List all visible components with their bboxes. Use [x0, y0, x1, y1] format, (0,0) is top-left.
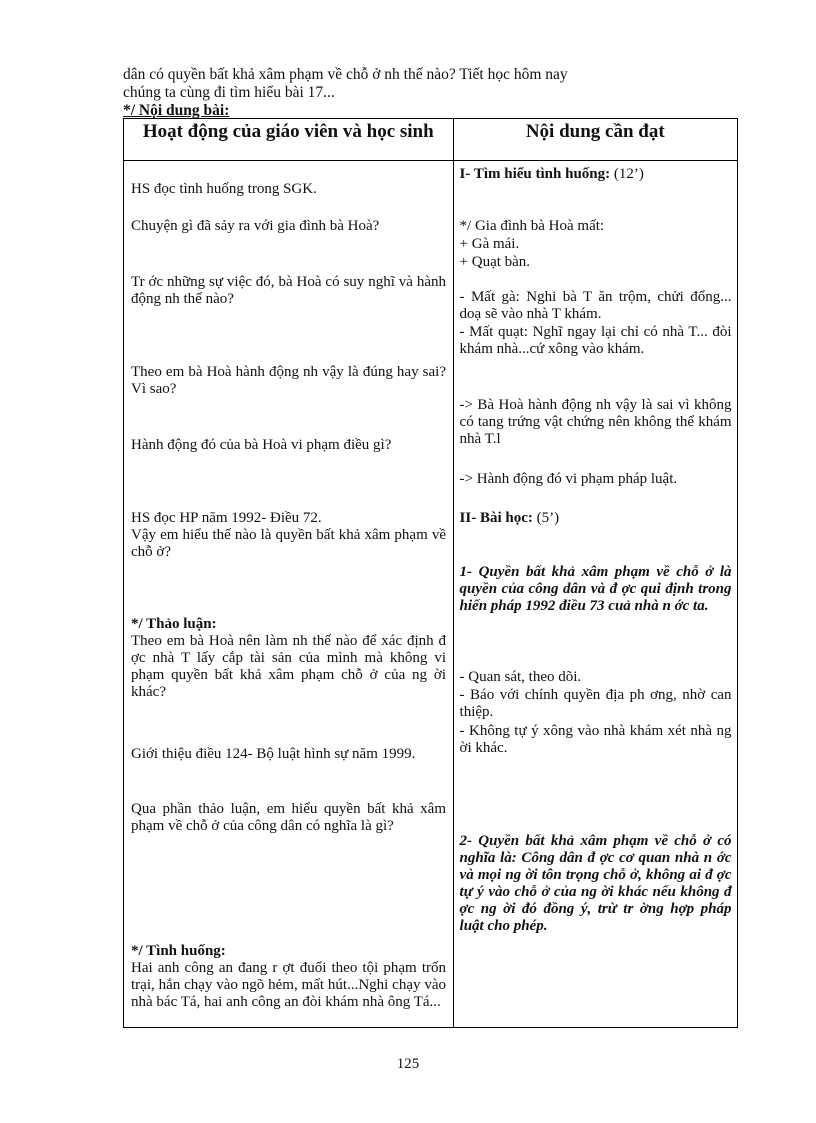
- discussion-text: Theo em bà Hoà nên làm nh thế nào để xác định đ ợc nhà T lấy cắp tài sản của mình mà không vi phạm quyền bất khả xâm phạm chỗ ở của ng ời khác?: [131, 633, 446, 700]
- discussion-title: */ Thảo luận:: [131, 616, 217, 632]
- right-lesson-point-1: 1- Quyền bất khả xâm phạm về chỗ ở là quyền của công dân và đ ợc qui định trong hiến pháp 1992 điều 73 cuả nhà n ớc ta.: [459, 564, 732, 614]
- right-item-hen: + Gà mái.: [459, 236, 520, 252]
- heading-lesson-time: (5’): [532, 510, 560, 526]
- left-block-question-reaction: Tr ớc những sự việc đó, bà Hoà có suy nghĩ và hành động nh thế nào?: [131, 274, 446, 307]
- left-block-discussion: [131, 616, 446, 701]
- right-lesson-point-2: 2- Quyền bất khả xâm phạm về chỗ ở có nghĩa là: Công dân đ ợc cơ quan nhà n ớc và mọi ng ời tôn trọng chỗ ở, không ai đ ợc tự ý vào chỗ ở của ng ời khác nếu không đ ợc ng ời đó đồng ý, trừ tr ờng hợp pháp luật cho phép.: [459, 833, 732, 934]
- right-conclusion-wrong: -> Bà Hoà hành động nh vậy là sai vì không có tang trứng vật chứng nên không thể khám nhà T.l: [459, 397, 732, 447]
- right-item-fan: + Quạt bàn.: [459, 254, 531, 270]
- right-lost-fan: - Mất quạt: Nghĩ ngay lại chỉ có nhà T... đòi khám nhà...cứ xông vào khám.: [459, 324, 732, 357]
- intro-paragraph: [123, 66, 743, 102]
- left-block-question-understanding: Vậy em hiểu thế nào là quyền bất khả xâm phạm về chỗ ở?: [131, 527, 446, 560]
- situation-title: */ Tình huống:: [131, 943, 226, 959]
- right-lost-hen: - Mất gà: Nghi bà T ăn trộm, chửi đổng... doạ sẽ vào nhà T khám.: [459, 289, 732, 322]
- header-teacher-student-activity: Hoạt động của giáo viên và học sinh: [124, 119, 454, 161]
- right-column-cell: [453, 161, 737, 1028]
- left-block-situation: [131, 943, 446, 1011]
- right-step-report: - Báo với chính quyền địa ph ơng, nhờ can thiệp.: [459, 687, 732, 720]
- header-content-to-achieve: Nội dung cần đạt: [453, 119, 737, 161]
- lesson-table: [123, 118, 738, 1028]
- intro-line-1: dân có quyền bất khả xâm phạm về chỗ ở nh thế nào? Tiết học hôm nay: [123, 66, 568, 83]
- situation-text: Hai anh công an đang r ợt đuổi theo tội phạm trốn trại, hắn chạy vào ngõ hẻm, mất hút...Nghi chạy vào nhà bác Tá, hai anh công an đòi khám nhà ông Tá...: [131, 960, 446, 1010]
- left-block-question-right-wrong: Theo em bà Hoà hành động nh vậy là đúng hay sai? Vì sao?: [131, 364, 446, 397]
- table-body-row: [124, 161, 738, 1028]
- intro-line-2: chúng ta cùng đi tìm hiểu bài 17...: [123, 84, 335, 101]
- left-block-read-constitution: HS đọc HP năm 1992- Điều 72.: [131, 510, 322, 526]
- left-block-question-violation: Hành động đó của bà Hoà vi phạm điều gì?: [131, 437, 392, 453]
- right-heading-situation: [460, 166, 732, 183]
- right-step-observe: - Quan sát, theo dõi.: [459, 669, 582, 685]
- heading-situation-time: (12’): [610, 166, 644, 182]
- right-conclusion-violation: -> Hành động đó vi phạm pháp luật.: [459, 471, 678, 487]
- heading-lesson-label: II- Bài học:: [459, 510, 533, 526]
- left-block-question-what-happened: Chuyện gì đã sảy ra với gia đình bà Hoà?: [131, 218, 380, 234]
- right-step-no-intrusion: - Không tự ý xông vào nhà khám xét nhà ng ời khác.: [459, 723, 732, 756]
- page-number: 125: [396, 1056, 420, 1072]
- right-family-lost: */ Gia đình bà Hoà mất:: [459, 218, 605, 234]
- left-column-cell: [124, 161, 454, 1028]
- left-block-read-situation: HS đọc tình huống trong SGK.: [131, 181, 317, 197]
- left-block-question-meaning: Qua phần thảo luận, em hiểu quyền bất khả xâm phạm về chỗ ở của công dân có nghĩa là gì?: [131, 801, 446, 834]
- left-block-penal-code: Giới thiệu điều 124- Bộ luật hình sự năm 1999.: [131, 746, 416, 762]
- table-header-row: [124, 119, 738, 161]
- section-heading: */ Nội dung bài:: [123, 102, 230, 119]
- right-heading-lesson: [460, 510, 732, 527]
- heading-situation-label: I- Tìm hiểu tình huống:: [459, 166, 611, 182]
